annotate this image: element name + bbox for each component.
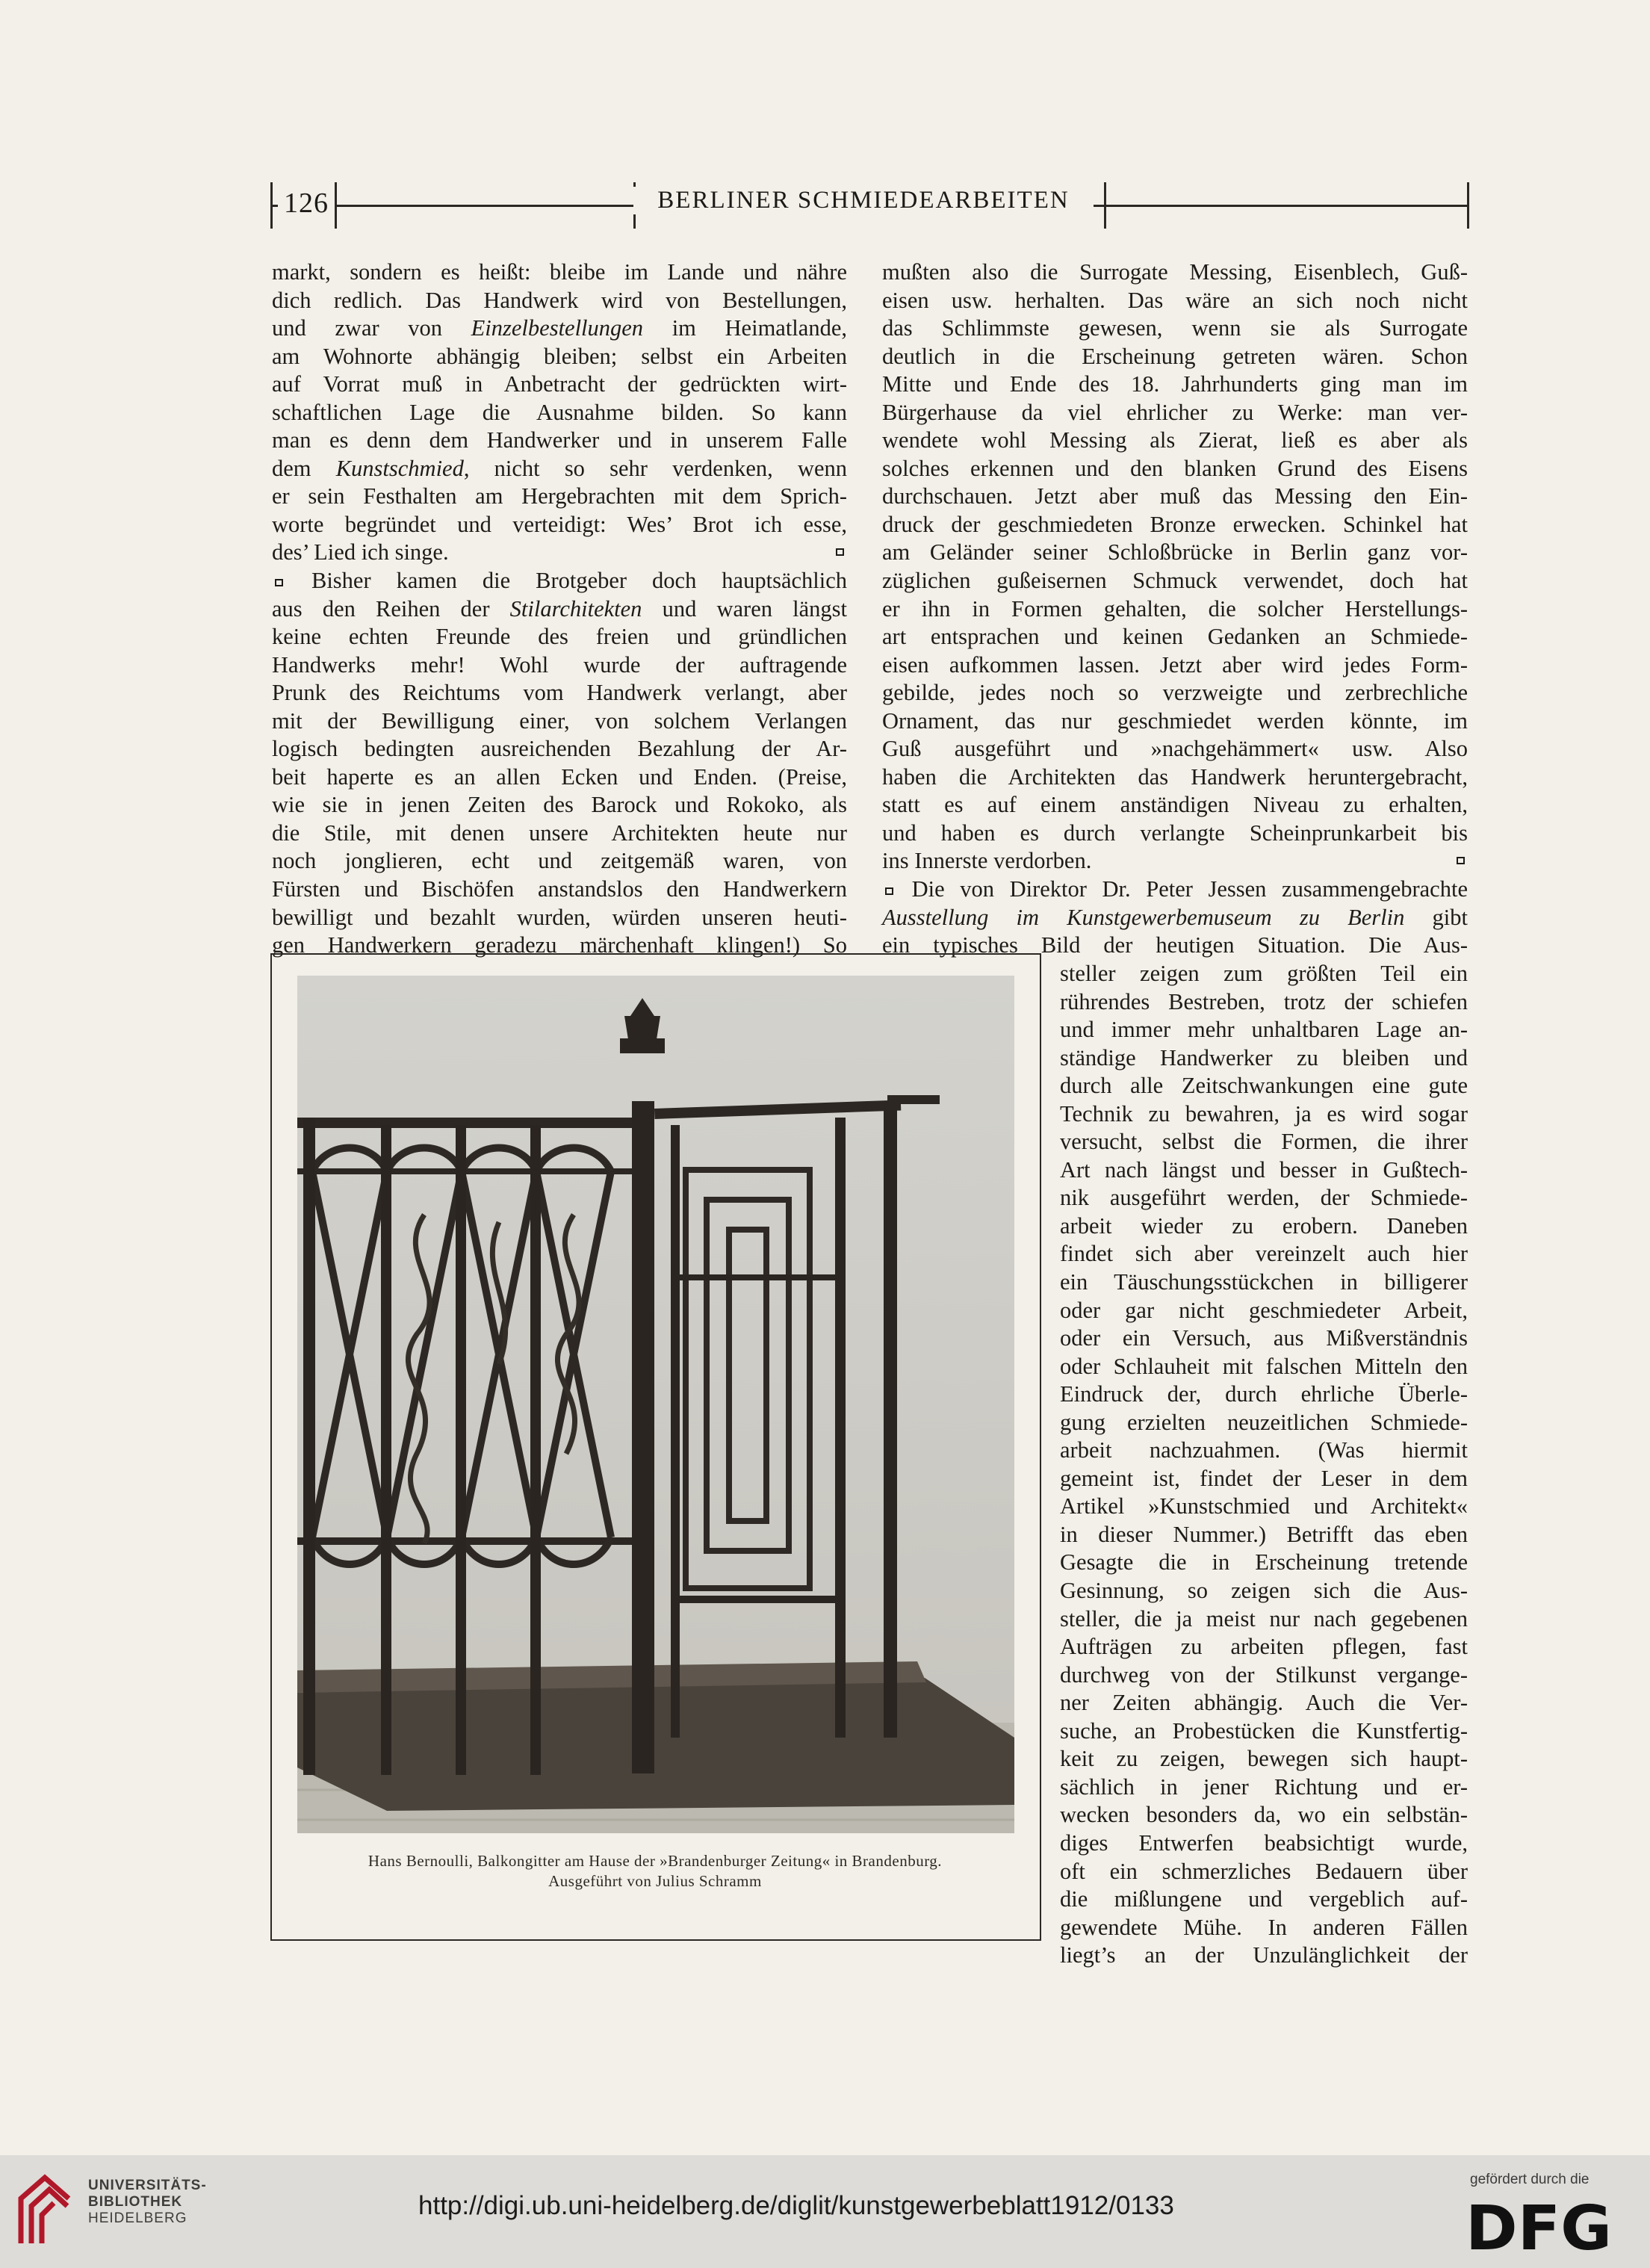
text-line: Handwerks mehr! Wohl wurde der auftragende xyxy=(272,651,847,678)
text-line: in dieser Nummer.) Betrifft das eben xyxy=(1060,1521,1468,1547)
text-line: oft ein schmerzliches Bedauern über xyxy=(1060,1858,1468,1884)
text-line: und zwar von Einzelbestellungen im Heimatlande, xyxy=(272,315,847,341)
text-line: gewendete Mühe. In anderen Fällen xyxy=(1060,1914,1468,1940)
text-line: solches erkennen und den blanken Grund des Eisens xyxy=(882,455,1468,481)
text-line: keine echten Freunde des freien und gründlichen xyxy=(272,624,847,650)
text-line: beit haperte es an allen Ecken und Enden. (Preise, xyxy=(272,763,847,790)
page-number: 126 xyxy=(278,187,335,220)
text-line: mußten also die Surrogate Messing, Eisenblech, Guß- xyxy=(882,259,1468,285)
text-line: durchweg von der Stilkunst vergange- xyxy=(1060,1661,1468,1688)
text-line: wie sie in jenen Zeiten des Barock und Rokoko, als xyxy=(272,792,847,818)
text-line: wendete wohl Messing als Zierat, ließ es aber als xyxy=(882,427,1468,453)
italic-phrase: Einzelbestellungen xyxy=(471,315,644,341)
text-line: steller, die ja meist nur nach gegebenen xyxy=(1060,1605,1468,1632)
text-line: er ihn in Formen gehalten, die solcher Herstellungs- xyxy=(882,595,1468,622)
text-line: des’ Lied ich singe. xyxy=(272,539,847,567)
text-line: auf Vorrat muß in Anbetracht der gedrückten wirt- xyxy=(272,371,847,397)
text-line: Art nach längst und besser in Gußtech- xyxy=(1060,1156,1468,1183)
right-text-column xyxy=(882,258,1468,960)
text-line: gung erzielten neuzeitlichen Schmiede- xyxy=(1060,1409,1468,1435)
balcony-railing-photo xyxy=(297,976,1014,1833)
text-line: deutlich in die Erscheinung getreten wären. Schon xyxy=(882,343,1468,369)
text-line: oder gar nicht geschmiedeter Arbeit, xyxy=(1060,1297,1468,1323)
right-text-column-narrow xyxy=(1060,960,1468,1970)
paragraph-mark-icon xyxy=(885,887,893,895)
dfg-logo-text: DFG xyxy=(1466,2197,1612,2254)
text-line: dem Kunstschmied, nicht so sehr verdenken, wenn xyxy=(272,455,847,481)
text-line: dich redlich. Das Handwerk wird von Bestellungen, xyxy=(272,287,847,313)
text-line: gemeint ist, findet der Leser in dem xyxy=(1060,1465,1468,1491)
text-line: er sein Festhalten am Hergebrachten mit dem Sprich- xyxy=(272,483,847,509)
text-line: oder Schlauheit mit falschen Mitteln den xyxy=(1060,1353,1468,1379)
text-line: suche, an Probestücken die Kunstfertig- xyxy=(1060,1717,1468,1744)
text-line: noch jonglieren, echt und zeitgemäß waren, von xyxy=(272,848,847,874)
text-line: markt, sondern es heißt: bleibe im Lande und nähre xyxy=(272,259,847,285)
university-library-logo-icon xyxy=(15,2169,75,2251)
library-name-line: UNIVERSITÄTS- xyxy=(88,2178,207,2193)
text-line: die Stile, mit denen unsere Architekten heute nur xyxy=(272,819,847,846)
text-line: man es denn dem Handwerker und in unserem Falle xyxy=(272,427,847,453)
text-line: am Wohnorte abhängig bleiben; selbst ein Arbeiten xyxy=(272,343,847,369)
text-line: findet sich aber vereinzelt auch hier xyxy=(1060,1241,1468,1267)
text-line: haben die Architekten das Handwerk heruntergebracht, xyxy=(882,763,1468,790)
text-line: wecken besonders da, wo ein selbstän- xyxy=(1060,1802,1468,1828)
caption-line: Hans Bernoulli, Balkongitter am Hause der »Brandenburger Zeitung« in Brandenburg. xyxy=(367,1852,943,1870)
text-line: aus den Reihen der Stilarchitekten und waren längst xyxy=(272,595,847,622)
text-line: Bürgerhause da viel ehrlicher zu Werke: man ver- xyxy=(882,399,1468,425)
text-line: ins Innerste verdorben. xyxy=(882,847,1468,876)
paragraph-mark-icon xyxy=(275,579,283,586)
paragraph-mark-icon xyxy=(1457,857,1465,864)
text-line: arbeit wieder zu erobern. Daneben xyxy=(1060,1212,1468,1239)
text-line: logisch bedingten ausreichenden Bezahlung der Ar- xyxy=(272,736,847,762)
text-line: ein typisches Bild der heutigen Situation. Die Aus- xyxy=(882,932,1468,958)
text-line: rührendes Bestreben, trotz der schiefen xyxy=(1060,988,1468,1014)
running-title: BERLINER SCHMIEDEARBEITEN xyxy=(633,187,1094,214)
text-line: keit zu zeigen, bewegen sich haupt- xyxy=(1060,1746,1468,1772)
text-line: das Schlimmste gewesen, wenn sie als Surrogate xyxy=(882,315,1468,341)
text-line: mit der Bewilligung einer, von solchem Verlangen xyxy=(272,707,847,734)
library-name xyxy=(88,2178,207,2227)
running-header xyxy=(270,182,1469,229)
header-divider xyxy=(335,182,337,229)
text-line: sächlich in jener Richtung und er- xyxy=(1060,1773,1468,1800)
text-line: versucht, selbst die Formen, die ihrer xyxy=(1060,1129,1468,1155)
text-line: die mißlungene und vergeblich auf- xyxy=(1060,1886,1468,1912)
text-line: Mitte und Ende des 18. Jahrhunderts ging man im xyxy=(882,371,1468,397)
text-line: züglichen gußeisernen Schmuck verwendet, doch hat xyxy=(882,568,1468,594)
text-line: und immer mehr unhaltbaren Lage an- xyxy=(1060,1017,1468,1043)
dfg-logo-icon xyxy=(1466,2197,1615,2254)
text-line: worte begründet und verteidigt: Wes’ Brot ich esse, xyxy=(272,511,847,537)
text-line: durchschauen. Jetzt aber muß das Messing den Ein- xyxy=(882,483,1468,509)
left-text-column xyxy=(272,258,847,960)
text-line: Aufträgen zu arbeiten pflegen, fast xyxy=(1060,1634,1468,1660)
document-url-link[interactable]: http://digi.ub.uni-heidelberg.de/diglit/kunstgewerbeblatt1912/0133 xyxy=(418,2191,1174,2220)
text-line: Gesagte die in Erscheinung tretende xyxy=(1060,1549,1468,1575)
sponsor-label: gefördert durch die xyxy=(1470,2172,1589,2187)
italic-phrase: Kunstschmied xyxy=(335,455,464,481)
text-line: Die von Direktor Dr. Peter Jessen zusammengebrachte xyxy=(882,876,1468,904)
text-line: durch alle Zeitschwankungen eine gute xyxy=(1060,1073,1468,1099)
library-name-line: BIBLIOTHEK xyxy=(88,2194,183,2210)
text-line: Fürsten und Bischöfen anstandslos den Handwerkern xyxy=(272,876,847,902)
text-line: und haben es durch verlangte Scheinprunkarbeit bis xyxy=(882,819,1468,846)
text-line: eisen usw. herhalten. Das wäre an sich noch nicht xyxy=(882,287,1468,313)
text-line: oder ein Versuch, aus Mißverständnis xyxy=(1060,1325,1468,1351)
text-line: Bisher kamen die Brotgeber doch hauptsächlich xyxy=(272,567,847,595)
header-divider xyxy=(1467,182,1469,229)
text-line: ein Täuschungsstückchen in billigerer xyxy=(1060,1269,1468,1295)
text-line: liegt’s an der Unzulänglichkeit der xyxy=(1060,1942,1468,1968)
text-line: diges Entwerfen beabsichtigt wurde, xyxy=(1060,1829,1468,1856)
text-line: am Geländer seiner Schloßbrücke in Berlin ganz vor- xyxy=(882,539,1468,566)
header-divider xyxy=(270,182,273,229)
text-line: Artikel »Kunstschmied und Architekt« xyxy=(1060,1493,1468,1519)
italic-phrase: Ausstellung im Kunstgewerbemuseum zu Berlin xyxy=(882,904,1405,930)
text-line: Eindruck der, durch ehrliche Überle- xyxy=(1060,1381,1468,1407)
text-line: Prunk des Reichtums vom Handwerk verlangt, aber xyxy=(272,680,847,706)
text-line: Ornament, das nur geschmiedet werden könnte, im xyxy=(882,707,1468,734)
text-line: ner Zeiten abhängig. Auch die Ver- xyxy=(1060,1690,1468,1716)
text-line: ständige Handwerker zu bleiben und xyxy=(1060,1044,1468,1071)
italic-phrase: Stilarchitekten xyxy=(509,595,642,622)
text-line: bewilligt und bezahlt wurden, würden unseren heuti- xyxy=(272,904,847,930)
text-line: arbeit nachzuahmen. (Was hiermit xyxy=(1060,1437,1468,1463)
caption-line: Ausgeführt von Julius Schramm xyxy=(548,1872,762,1890)
text-line: Gesinnung, so zeigen sich die Aus- xyxy=(1060,1578,1468,1604)
text-line: gebilde, jedes noch so verzweigte und zerbrechliche xyxy=(882,680,1468,706)
text-line: nik ausgeführt werden, der Schmiede- xyxy=(1060,1185,1468,1211)
text-line: Ausstellung im Kunstgewerbemuseum zu Berlin gibt xyxy=(882,904,1468,930)
paragraph-mark-icon xyxy=(836,548,844,556)
figure-caption xyxy=(285,1851,1025,1891)
text-line: Guß ausgeführt und »nachgehämmert« usw. Also xyxy=(882,736,1468,762)
text-line: gen Handwerkern geradezu märchenhaft klingen!) So xyxy=(272,932,847,958)
library-name-line: HEIDELBERG xyxy=(88,2210,187,2226)
text-line: druck der geschmiedeten Bronze erwecken. Schinkel hat xyxy=(882,511,1468,537)
text-line: art entsprachen und keinen Gedanken an Schmiede- xyxy=(882,624,1468,650)
text-line: schaftlichen Lage die Ausnahme bilden. So kann xyxy=(272,399,847,425)
text-line: steller zeigen zum größten Teil ein xyxy=(1060,961,1468,986)
text-line: Technik zu bewahren, ja es wird sogar xyxy=(1060,1100,1468,1127)
header-divider xyxy=(1104,182,1106,229)
text-line: eisen aufkommen lassen. Jetzt aber wird jedes Form- xyxy=(882,651,1468,678)
text-line: statt es auf einem anständigen Niveau zu erhalten, xyxy=(882,792,1468,818)
digitization-footer xyxy=(0,2155,1650,2268)
